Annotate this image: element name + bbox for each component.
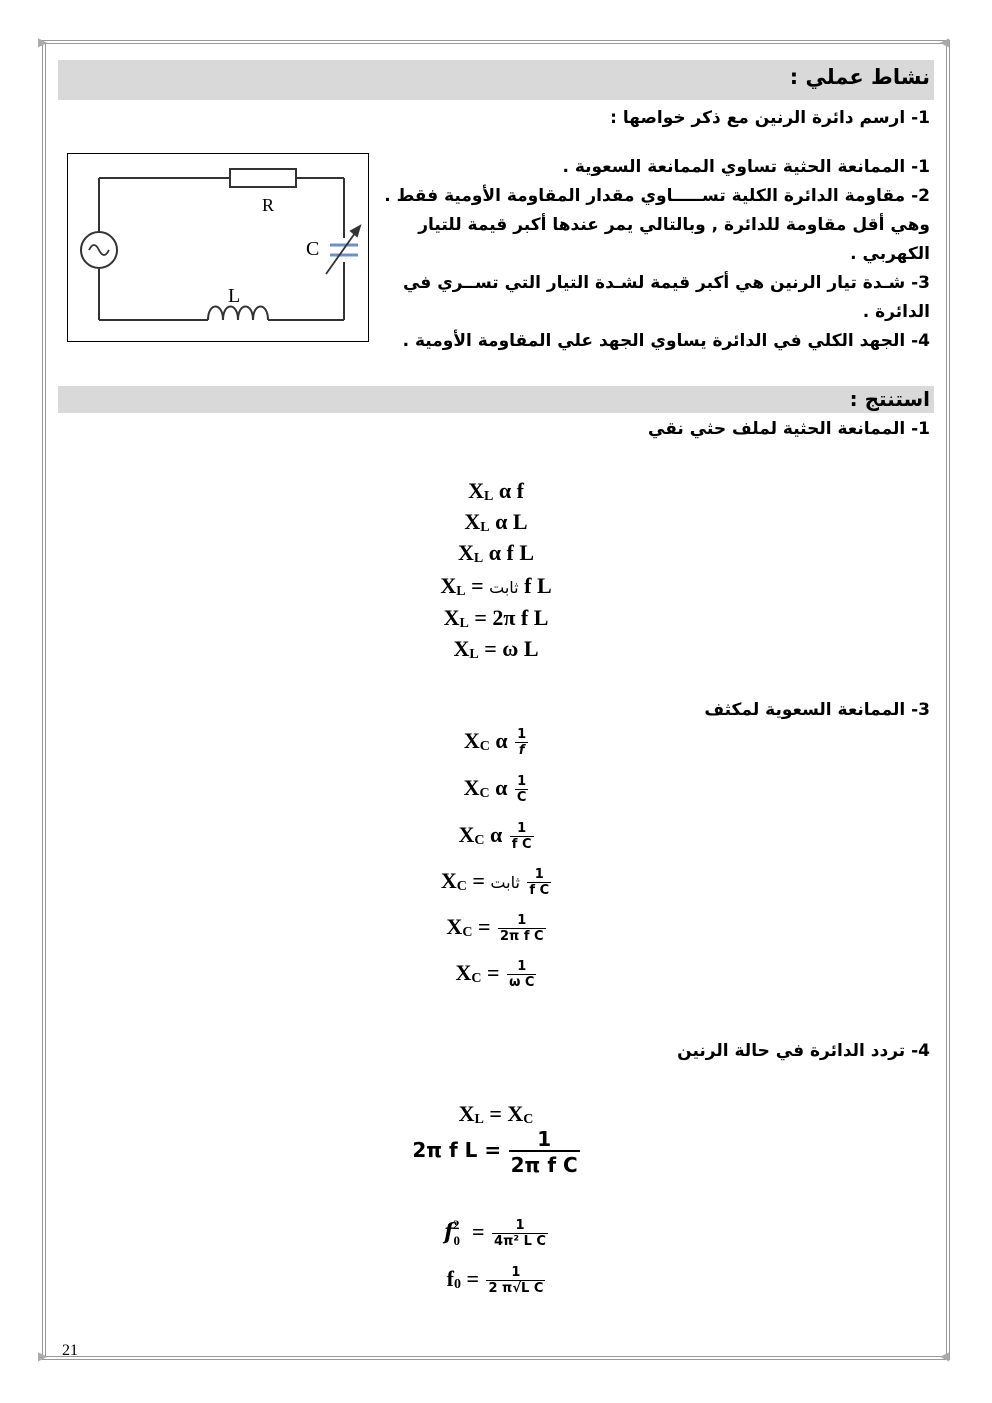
property-line: وهي أقل مقاومة للدائرة , وبالتالي يمر عندها أكبر قيمة للتيار [418, 215, 930, 235]
equation-xl-l: XL α L [464, 509, 528, 535]
corner-ornament: ◀ [940, 1349, 950, 1363]
equation-xc-c: XC α $\frac{1}{C}$ [463, 774, 527, 805]
equation-xc-f: XC α $\frac{1}{f}$ [463, 727, 527, 758]
circuit-svg [68, 154, 368, 341]
c-label: C [306, 238, 320, 260]
corner-ornament: ◀ [940, 35, 950, 49]
equation-xl-const: XL = ثابت f L [440, 573, 552, 599]
property-line: الدائرة . [862, 302, 930, 322]
equation-f0-squared: $f_0^2$ = $\frac{1}{\text{4π² L C}}$ [444, 1217, 546, 1249]
corner-ornament: ▶ [38, 1349, 48, 1363]
inductor-icon [208, 307, 268, 321]
conclude-heading: استنتج : [58, 386, 934, 413]
page-number: 21 [62, 1342, 78, 1359]
equation-xl-omegal: XL = ω L [453, 636, 539, 662]
equation-xc-2pifc: XC = $\frac{1}{\text{2π f C}}$ [446, 913, 544, 944]
equation-resonance-balance: 2π f L = $\frac{1}{\text{2π f C}}$ [412, 1127, 578, 1177]
property-line: 3- شـدة تيار الرنين هي أكبر قيمة لشـدة التيار التي تســري في [402, 273, 930, 293]
equation-xl-f: XL α f [468, 478, 524, 504]
resonance-circuit-diagram [67, 153, 369, 342]
task-text: 1- ارسم دائرة الرنين مع ذكر خواصها : [610, 108, 930, 128]
resistor-icon [230, 169, 296, 187]
equation-xl-fl: XL α f L [457, 540, 534, 566]
property-line: 2- مقاومة الدائرة الكلية تســـــاوي مقدار المقاومة الأومية فقط . [384, 186, 930, 206]
equation-xc-omegac: XC = $\frac{1}{\text{ω C}}$ [455, 959, 535, 990]
activity-heading: نشاط عملي : [58, 60, 934, 100]
inductive-heading: 1- الممانعة الحثية لملف حثي نقي [648, 419, 930, 439]
properties-list [370, 153, 930, 356]
equation-f0: f0 = $\frac{1}{\text{2 π√L C}}$ [446, 1265, 544, 1296]
equation-xc-fc: XC α $\frac{1}{\text{f C}}$ [458, 821, 532, 852]
equation-xc-const: XC = ثابت $\frac{1}{\text{f C}}$ [440, 867, 550, 898]
resonance-heading: 4- تردد الدائرة في حالة الرنين [677, 1041, 930, 1061]
capacitive-heading: 3- الممانعة السعوية لمكثف [704, 700, 930, 720]
property-line: الكهربي . [850, 244, 930, 264]
l-label: L [228, 285, 241, 307]
equation-xl-2pifl: XL = 2π f L [443, 605, 549, 631]
equation-xl-eq-xc: XL = XC [458, 1101, 534, 1127]
property-line: 4- الجهد الكلي في الدائرة يساوي الجهد علي المقاومة الأومية . [402, 331, 930, 351]
property-line: 1- الممانعة الحثية تساوي الممانعة السعوية . [562, 157, 930, 177]
r-label: R [262, 195, 275, 215]
corner-ornament: ▶ [38, 35, 48, 49]
